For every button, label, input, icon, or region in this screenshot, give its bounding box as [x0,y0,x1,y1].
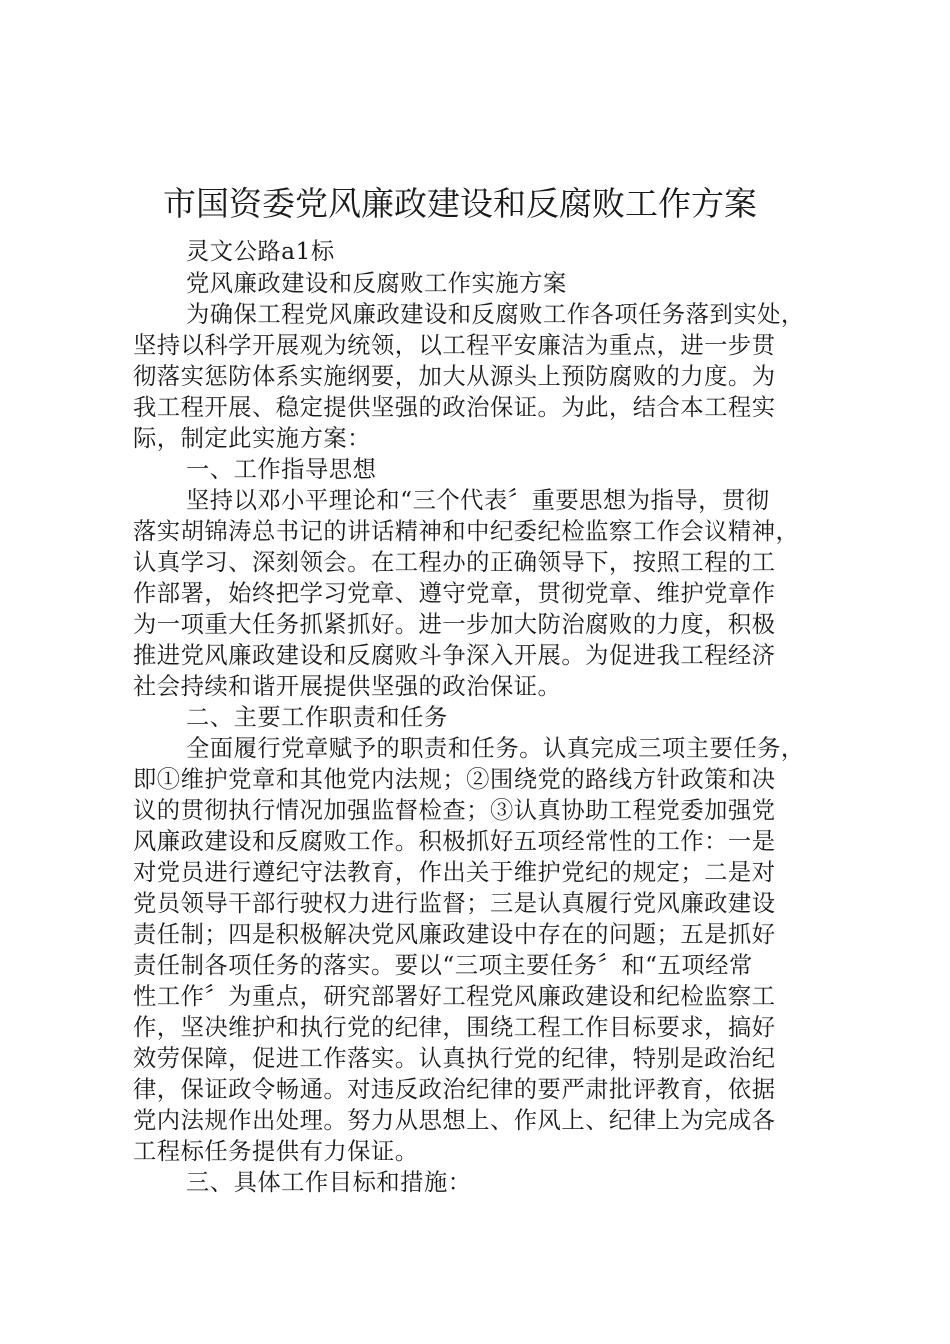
section-heading-1: 一、工作指导思想 [186,456,377,483]
paragraph-line: 全面履行党章赋予的职责和任务。认真完成三项主要任务， [186,735,805,762]
paragraph-line: 作，坚决维护和执行党的纪律，围绕工程工作目标要求，搞好 [133,1014,776,1041]
section-heading-2: 二、主要工作职责和任务 [186,704,448,731]
paragraph-line: 责任制；四是积极解决党风廉政建设中存在的问题；五是抓好 [133,921,776,948]
paragraph-line: 落实胡锦涛总书记的讲话精神和中纪委纪检监察工作会议精神， [133,518,800,545]
paragraph-line: 党员领导干部行驶权力进行监督；三是认真履行党风廉政建设 [133,890,776,917]
paragraph-line: 议的贯彻执行情况加强监督检查；③认真协助工程党委加强党 [133,797,776,824]
paragraph-line: 律，保证政令畅通。对违反政治纪律的要严肃批评教育，依据 [133,1076,776,1103]
project-name: 灵文公路a1标 [186,238,335,265]
paragraph-line: 推进党风廉政建设和反腐败斗争深入开展。为促进我工程经济 [133,642,776,669]
paragraph-line: 工程标任务提供有力保证。 [133,1138,419,1165]
paragraph-line: 为确保工程党风廉政建设和反腐败工作各项任务落到实处， [186,301,805,328]
paragraph-line: 责任制各项任务的落实。要以“三项主要任务〞和“五项经常 [133,952,753,979]
paragraph-line: 性工作〞为重点，研究部署好工程党风廉政建设和纪检监察工 [133,983,776,1010]
paragraph-line: 坚持以邓小平理论和“三个代表〞重要思想为指导，贯彻 [186,487,770,514]
document-title: 市国资委党风廉政建设和反腐败工作方案 [163,184,757,223]
paragraph-line: 社会持续和谐开展提供坚强的政治保证。 [133,673,562,700]
plan-name: 党风廉政建设和反腐败工作实施方案 [186,270,567,297]
paragraph-line: 风廉政建设和反腐败工作。积极抓好五项经常性的工作：一是 [133,828,776,855]
paragraph-line: 即①维护党章和其他党内法规；②围绕党的路线方针政策和决 [133,766,776,793]
paragraph-line: 党内法规作出处理。努力从思想上、作风上、纪律上为完成各 [133,1107,776,1134]
paragraph-line: 为一项重大任务抓紧抓好。进一步加大防治腐败的力度，积极 [133,611,776,638]
paragraph-line: 彻落实惩防体系实施纲要，加大从源头上预防腐败的力度。为 [133,363,776,390]
paragraph-line: 我工程开展、稳定提供坚强的政治保证。为此，结合本工程实 [133,394,776,421]
paragraph-line: 际，制定此实施方案： [133,425,371,452]
paragraph-line: 对党员进行遵纪守法教育，作出关于维护党纪的规定；二是对 [133,859,776,886]
paragraph-line: 坚持以科学开展观为统领，以工程平安廉洁为重点，进一步贯 [133,332,776,359]
paragraph-line: 认真学习、深刻领会。在工程办的正确领导下，按照工程的工 [133,549,776,576]
paragraph-line: 作部署，始终把学习党章、遵守党章，贯彻党章、维护党章作 [133,580,776,607]
section-heading-3: 三、具体工作目标和措施： [186,1169,472,1196]
paragraph-line: 效劳保障，促进工作落实。认真执行党的纪律，特别是政治纪 [133,1045,776,1072]
